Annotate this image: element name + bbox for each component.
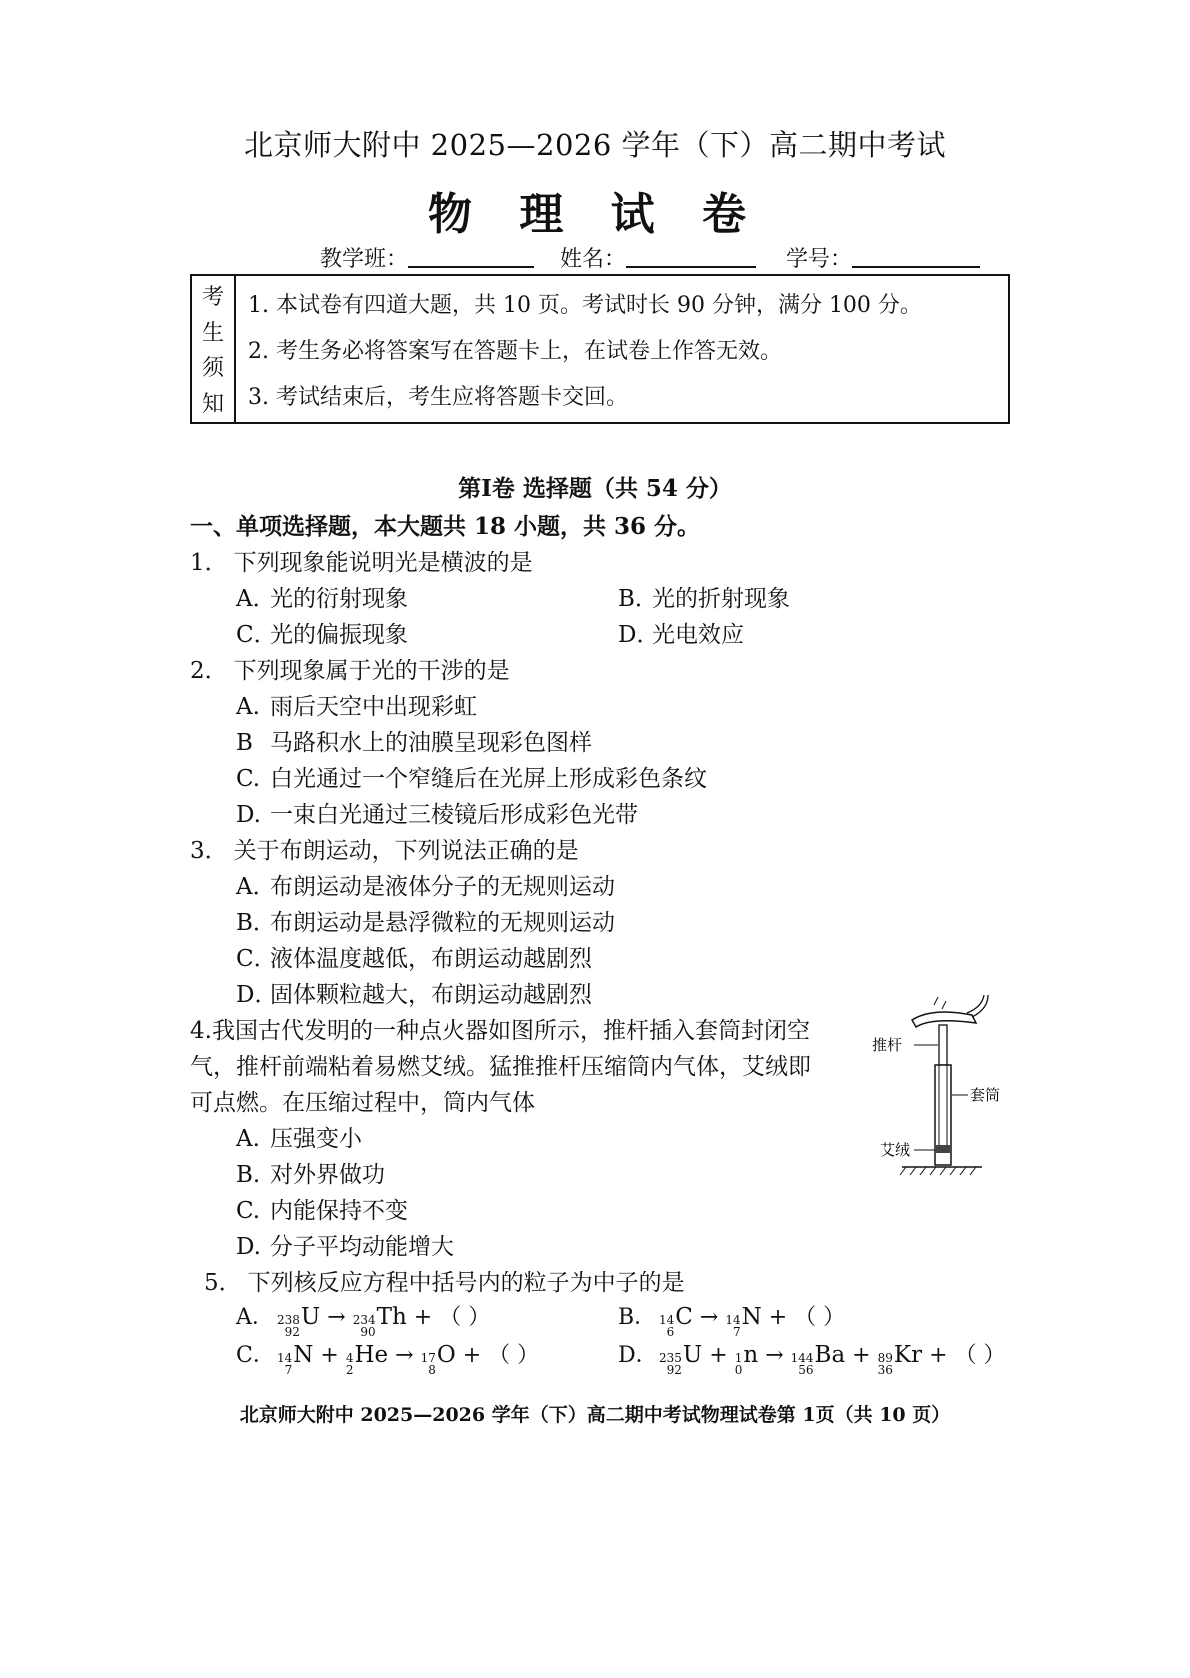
question-5-option-d <box>618 1338 1006 1376</box>
mass-number: 14 <box>725 1313 741 1327</box>
option-letter: B． <box>236 910 276 936</box>
fire-piston-figure <box>872 995 1032 1185</box>
element-symbol: Ba <box>814 1342 846 1368</box>
piston-rod-shape <box>939 1025 947 1065</box>
atomic-number: 90 <box>360 1325 376 1339</box>
question-5-option-b <box>618 1300 845 1338</box>
question-5-option-a <box>236 1300 490 1338</box>
question-3-option-c <box>236 940 592 973</box>
option-text: 固体颗粒越大，布朗运动越剧烈 <box>270 982 592 1008</box>
rod-label: 推杆 <box>872 1036 903 1054</box>
question-4-stem-line: 可点燃。在压缩过程中，筒内气体 <box>190 1090 535 1116</box>
notice-item: 3. 考试结束后，考生应将答题卡交回。 <box>248 385 628 410</box>
atomic-number: 6 <box>666 1325 675 1339</box>
question-1-option-a <box>236 580 408 613</box>
hand-outline-shape <box>967 995 988 1017</box>
atomic-number: 7 <box>284 1363 293 1377</box>
option-text: 光的折射现象 <box>652 586 790 612</box>
mass-number: 144 <box>790 1351 814 1365</box>
nuclide-n14 <box>277 1342 313 1376</box>
section-title: 一、单项选择题，本大题共 18 小题，共 36 分。 <box>190 513 701 540</box>
option-text: 布朗运动是液体分子的无规则运动 <box>270 874 615 900</box>
option-text: 白光通过一个窄缝后在光屏上形成彩色条纹 <box>270 766 707 792</box>
notice-box <box>190 274 1010 424</box>
nuclide-n1 <box>735 1342 758 1376</box>
atomic-number: 92 <box>284 1325 300 1339</box>
option-letter: C. <box>236 1198 261 1224</box>
option-letter: D． <box>236 982 278 1008</box>
question-1-option-b <box>618 580 790 613</box>
sleeve-label: 套筒 <box>970 1086 1001 1104</box>
option-text: 光的衍射现象 <box>270 586 408 612</box>
id-blank <box>852 242 980 268</box>
question-4-option-a <box>236 1120 362 1153</box>
element-symbol: O <box>436 1342 456 1368</box>
question-text: 关于布朗运动，下列说法正确的是 <box>233 838 579 864</box>
option-letter: A. <box>236 1126 260 1152</box>
element-symbol: Kr <box>893 1342 923 1368</box>
plus-sign: + <box>768 1305 788 1330</box>
question-text: 下列现象能说明光是横波的是 <box>233 550 533 576</box>
reaction-arrow: → <box>765 1343 784 1368</box>
student-info-row <box>320 242 980 273</box>
reaction-arrow: → <box>699 1305 719 1330</box>
option-letter: C． <box>236 946 277 972</box>
notice-side-char: 考 <box>201 285 224 311</box>
id-label: 学号： <box>786 247 853 272</box>
nuclide-o17 <box>421 1342 456 1376</box>
mass-number: 17 <box>420 1351 436 1365</box>
option-letter: A. <box>236 694 260 720</box>
question-4-option-b <box>236 1156 385 1189</box>
option-letter: A． <box>236 874 276 900</box>
element-symbol: U <box>300 1304 321 1330</box>
element-symbol: C <box>675 1304 693 1330</box>
option-letter: B <box>236 730 253 756</box>
question-4-stem-line <box>190 1012 810 1045</box>
question-4-stem-line: 气，推杆前端粘着易燃艾绒。猛推推杆压缩筒内气体，艾绒即 <box>190 1054 811 1080</box>
question-1-stem <box>190 544 533 577</box>
question-3-option-b <box>236 904 615 937</box>
plus-sign: + <box>929 1343 948 1368</box>
unknown-particle-blank: （ ） <box>439 1305 491 1330</box>
notice-side-label <box>192 276 236 422</box>
mass-number: 238 <box>277 1313 300 1327</box>
option-letter: C． <box>236 1343 275 1368</box>
question-5-stem <box>204 1264 685 1297</box>
question-2-stem <box>190 652 510 685</box>
option-letter: B. <box>236 1162 261 1188</box>
option-letter: A． <box>236 1305 274 1330</box>
option-text: 雨后天空中出现彩虹 <box>270 694 477 720</box>
option-text: 液体温度越低，布朗运动越剧烈 <box>270 946 592 972</box>
option-letter: A． <box>236 586 276 612</box>
mass-number: 14 <box>277 1351 293 1365</box>
name-label: 姓名： <box>560 247 627 272</box>
subject-title: 物 理 试 卷 <box>428 189 762 240</box>
class-label: 教学班： <box>320 247 409 272</box>
page-footer: 北京师大附中 2025—2026 学年（下）高二期中考试物理试卷第 1页（共 10 页） <box>239 1404 951 1426</box>
question-text: 下列现象属于光的干涉的是 <box>233 658 510 684</box>
nuclide-n14 <box>725 1304 761 1338</box>
name-blank <box>626 242 756 268</box>
question-number: 4. <box>190 1018 212 1044</box>
option-text: 压强变小 <box>270 1126 362 1152</box>
element-symbol: He <box>354 1342 389 1368</box>
mass-number: 14 <box>659 1313 675 1327</box>
nuclide-u238 <box>277 1304 320 1338</box>
option-text: 对外界做功 <box>270 1162 385 1188</box>
option-letter: D． <box>618 1343 658 1368</box>
mass-number: 4 <box>345 1351 354 1365</box>
notice-side-char: 知 <box>201 391 224 417</box>
question-text: 下列核反应方程中括号内的粒子为中子的是 <box>247 1270 685 1296</box>
question-number: 2． <box>190 658 228 684</box>
option-letter: B． <box>618 586 658 612</box>
nuclide-c14 <box>659 1304 693 1338</box>
mass-number: 89 <box>877 1351 893 1365</box>
element-symbol: N <box>293 1342 314 1368</box>
question-2-option-d <box>236 796 638 829</box>
unknown-particle-blank: （ ） <box>794 1305 846 1330</box>
mass-number: 234 <box>352 1313 376 1327</box>
option-letter: C. <box>236 766 261 792</box>
element-symbol: n <box>743 1342 759 1368</box>
element-symbol: Th <box>376 1304 407 1330</box>
plus-sign: + <box>462 1343 482 1368</box>
question-number: 3． <box>190 838 228 864</box>
option-text: 内能保持不变 <box>270 1198 408 1224</box>
option-letter: D. <box>236 802 261 828</box>
nuclide-kr89 <box>878 1342 922 1376</box>
option-text: 光电效应 <box>652 622 744 648</box>
mass-number: 1 <box>734 1351 743 1365</box>
option-text: 光的偏振现象 <box>270 622 408 648</box>
nuclide-ba144 <box>791 1342 846 1376</box>
plus-sign: + <box>709 1343 728 1368</box>
nuclide-th234 <box>353 1304 407 1338</box>
hand-stroke-shape <box>934 997 946 1009</box>
option-text: 一束白光通过三棱镜后形成彩色光带 <box>270 802 638 828</box>
notice-item: 2. 考生务必将答案写在答题卡上，在试卷上作答无效。 <box>248 339 782 364</box>
nuclide-u235 <box>659 1342 702 1376</box>
option-text: 分子平均动能增大 <box>270 1234 454 1260</box>
atomic-number: 2 <box>345 1363 354 1377</box>
notice-side-char: 生 <box>201 320 224 346</box>
exam-title: 北京师大附中 2025—2026 学年（下）高二期中考试 <box>243 128 947 162</box>
plus-sign: + <box>852 1343 871 1368</box>
question-2-option-c <box>236 760 707 793</box>
unknown-particle-blank: （ ） <box>488 1343 540 1368</box>
tinder-label: 艾绒 <box>880 1141 911 1159</box>
question-3-stem <box>190 832 579 865</box>
nuclide-he4 <box>346 1342 388 1376</box>
mass-number: 235 <box>659 1351 682 1365</box>
class-blank <box>408 242 534 268</box>
plus-sign: + <box>320 1343 339 1368</box>
atomic-number: 92 <box>666 1363 682 1377</box>
atomic-number: 56 <box>798 1363 814 1377</box>
question-3-option-a <box>236 868 615 901</box>
question-2-option-b <box>236 724 592 757</box>
notice-item: 1. 本试卷有四道大题，共 10 页。考试时长 90 分钟，满分 100 分。 <box>248 293 922 318</box>
atomic-number: 36 <box>877 1363 893 1377</box>
atomic-number: 0 <box>734 1363 743 1377</box>
tinder-shape <box>936 1145 950 1153</box>
notice-side-char: 须 <box>201 356 224 382</box>
plus-sign: + <box>413 1305 433 1330</box>
atomic-number: 8 <box>428 1363 436 1377</box>
question-1-option-d <box>618 616 744 649</box>
option-letter: D． <box>618 622 660 648</box>
option-text: 布朗运动是悬浮微粒的无规则运动 <box>270 910 615 936</box>
question-4-option-c <box>236 1192 408 1225</box>
unknown-particle-blank: （ ） <box>954 1343 1006 1368</box>
question-1-option-c <box>236 616 408 649</box>
question-number: 5． <box>204 1270 242 1296</box>
option-letter: B． <box>618 1305 657 1330</box>
reaction-arrow: → <box>395 1343 414 1368</box>
element-symbol: N <box>741 1304 762 1330</box>
reaction-arrow: → <box>327 1305 346 1330</box>
element-symbol: U <box>682 1342 703 1368</box>
question-number: 1． <box>190 550 228 576</box>
option-letter: D. <box>236 1234 261 1260</box>
question-2-option-a <box>236 688 477 721</box>
option-letter: C． <box>236 622 277 648</box>
question-3-option-d <box>236 976 592 1009</box>
atomic-number: 7 <box>732 1325 741 1339</box>
question-5-option-c <box>236 1338 539 1376</box>
question-text: 我国古代发明的一种点火器如图所示，推杆插入套筒封闭空 <box>211 1018 810 1044</box>
option-text: 马路积水上的油膜呈现彩色图样 <box>270 730 592 756</box>
ground-hatch <box>900 1167 976 1175</box>
part-title: 第Ⅰ卷 选择题（共 54 分） <box>458 475 732 502</box>
question-4-option-d <box>236 1228 454 1261</box>
